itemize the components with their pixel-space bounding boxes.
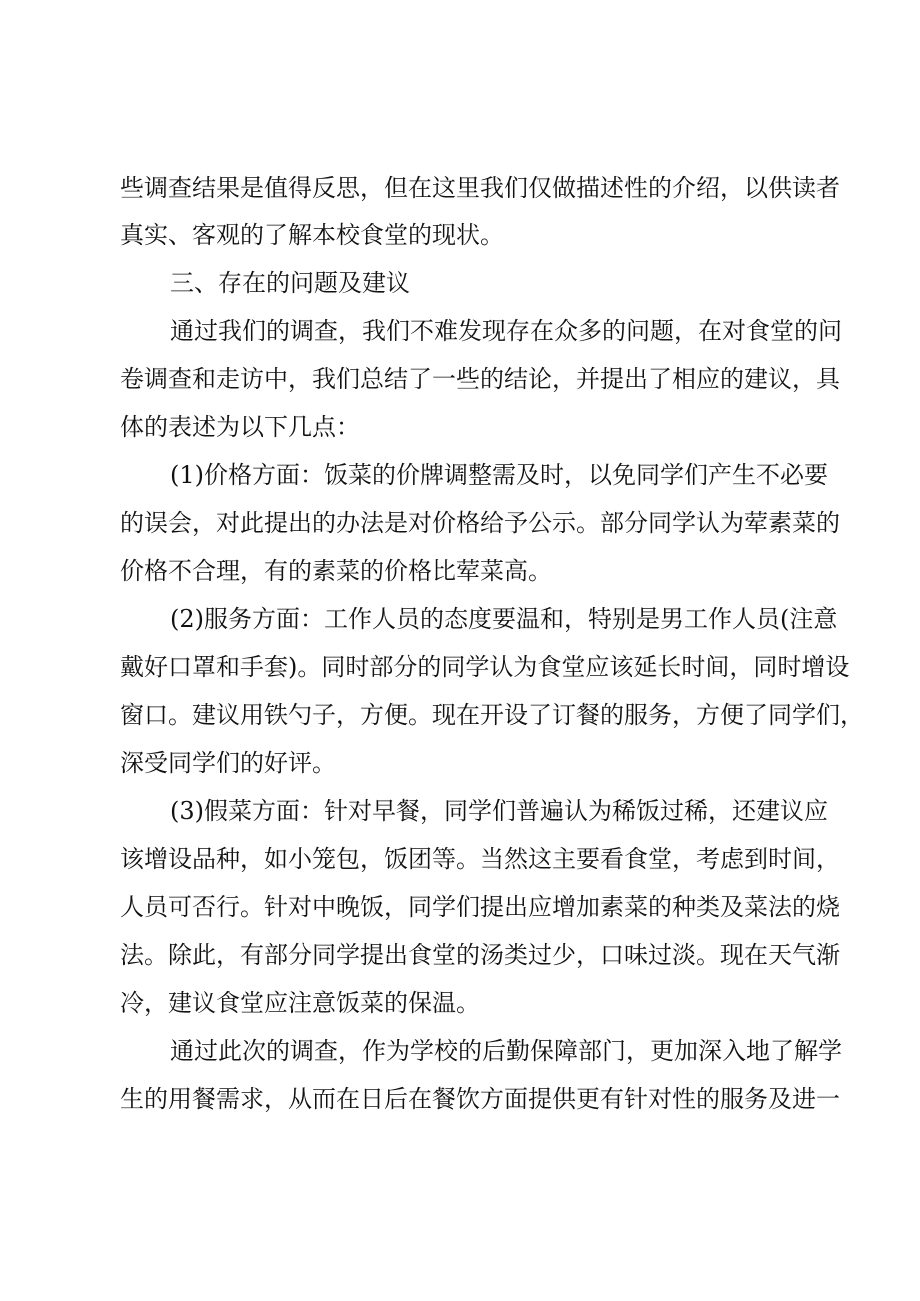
text-line: 体的表述为以下几点： xyxy=(120,413,360,441)
text-line: 深受同学们的好评。 xyxy=(120,749,336,777)
text-line: 卷调查和走访中，我们总结了一些的结论，并提出了相应的建议，具 xyxy=(120,365,840,393)
text-line: 价格不合理，有的素菜的价格比荤菜高。 xyxy=(120,557,552,585)
text-line: 人员可否行。针对中晚饭，同学们提出应增加素菜的种类及菜法的烧 xyxy=(120,893,840,921)
text-line: 冷，建议食堂应注意饭菜的保温。 xyxy=(120,989,480,1017)
text-line: 该增设品种，如小笼包，饭团等。当然这主要看食堂，考虑到时间， xyxy=(120,845,840,873)
text-line: (2)服务方面：工作人员的态度要温和，特别是男工作人员(注意 xyxy=(170,605,838,633)
text-line: (1)价格方面：饭菜的价牌调整需及时，以免同学们产生不必要 xyxy=(170,461,828,489)
text-line: (3)假菜方面：针对早餐，同学们普遍认为稀饭过稀，还建议应 xyxy=(170,797,828,825)
text-line: 法。除此，有部分同学提出食堂的汤类过少，口味过淡。现在天气渐 xyxy=(120,941,840,969)
text-line: 真实、客观的了解本校食堂的现状。 xyxy=(120,221,504,249)
text-line: 的误会，对此提出的办法是对价格给予公示。部分同学认为荤素菜的 xyxy=(120,509,840,537)
text-line: 通过此次的调查，作为学校的后勤保障部门，更加深入地了解学 xyxy=(170,1037,842,1065)
text-line: 生的用餐需求，从而在日后在餐饮方面提供更有针对性的服务及进一 xyxy=(120,1085,840,1113)
text-line: 窗口。建议用铁勺子，方便。现在开设了订餐的服务，方便了同学们， xyxy=(120,701,864,729)
text-line: 通过我们的调查，我们不难发现存在众多的问题，在对食堂的问 xyxy=(170,317,842,345)
text-line: 些调查结果是值得反思，但在这里我们仅做描述性的介绍，以供读者 xyxy=(120,174,840,202)
section-heading: 三、存在的问题及建议 xyxy=(170,269,410,297)
text-line: 戴好口罩和手套)。同时部分的同学认为食堂应该延长时间，同时增设 xyxy=(120,653,850,681)
